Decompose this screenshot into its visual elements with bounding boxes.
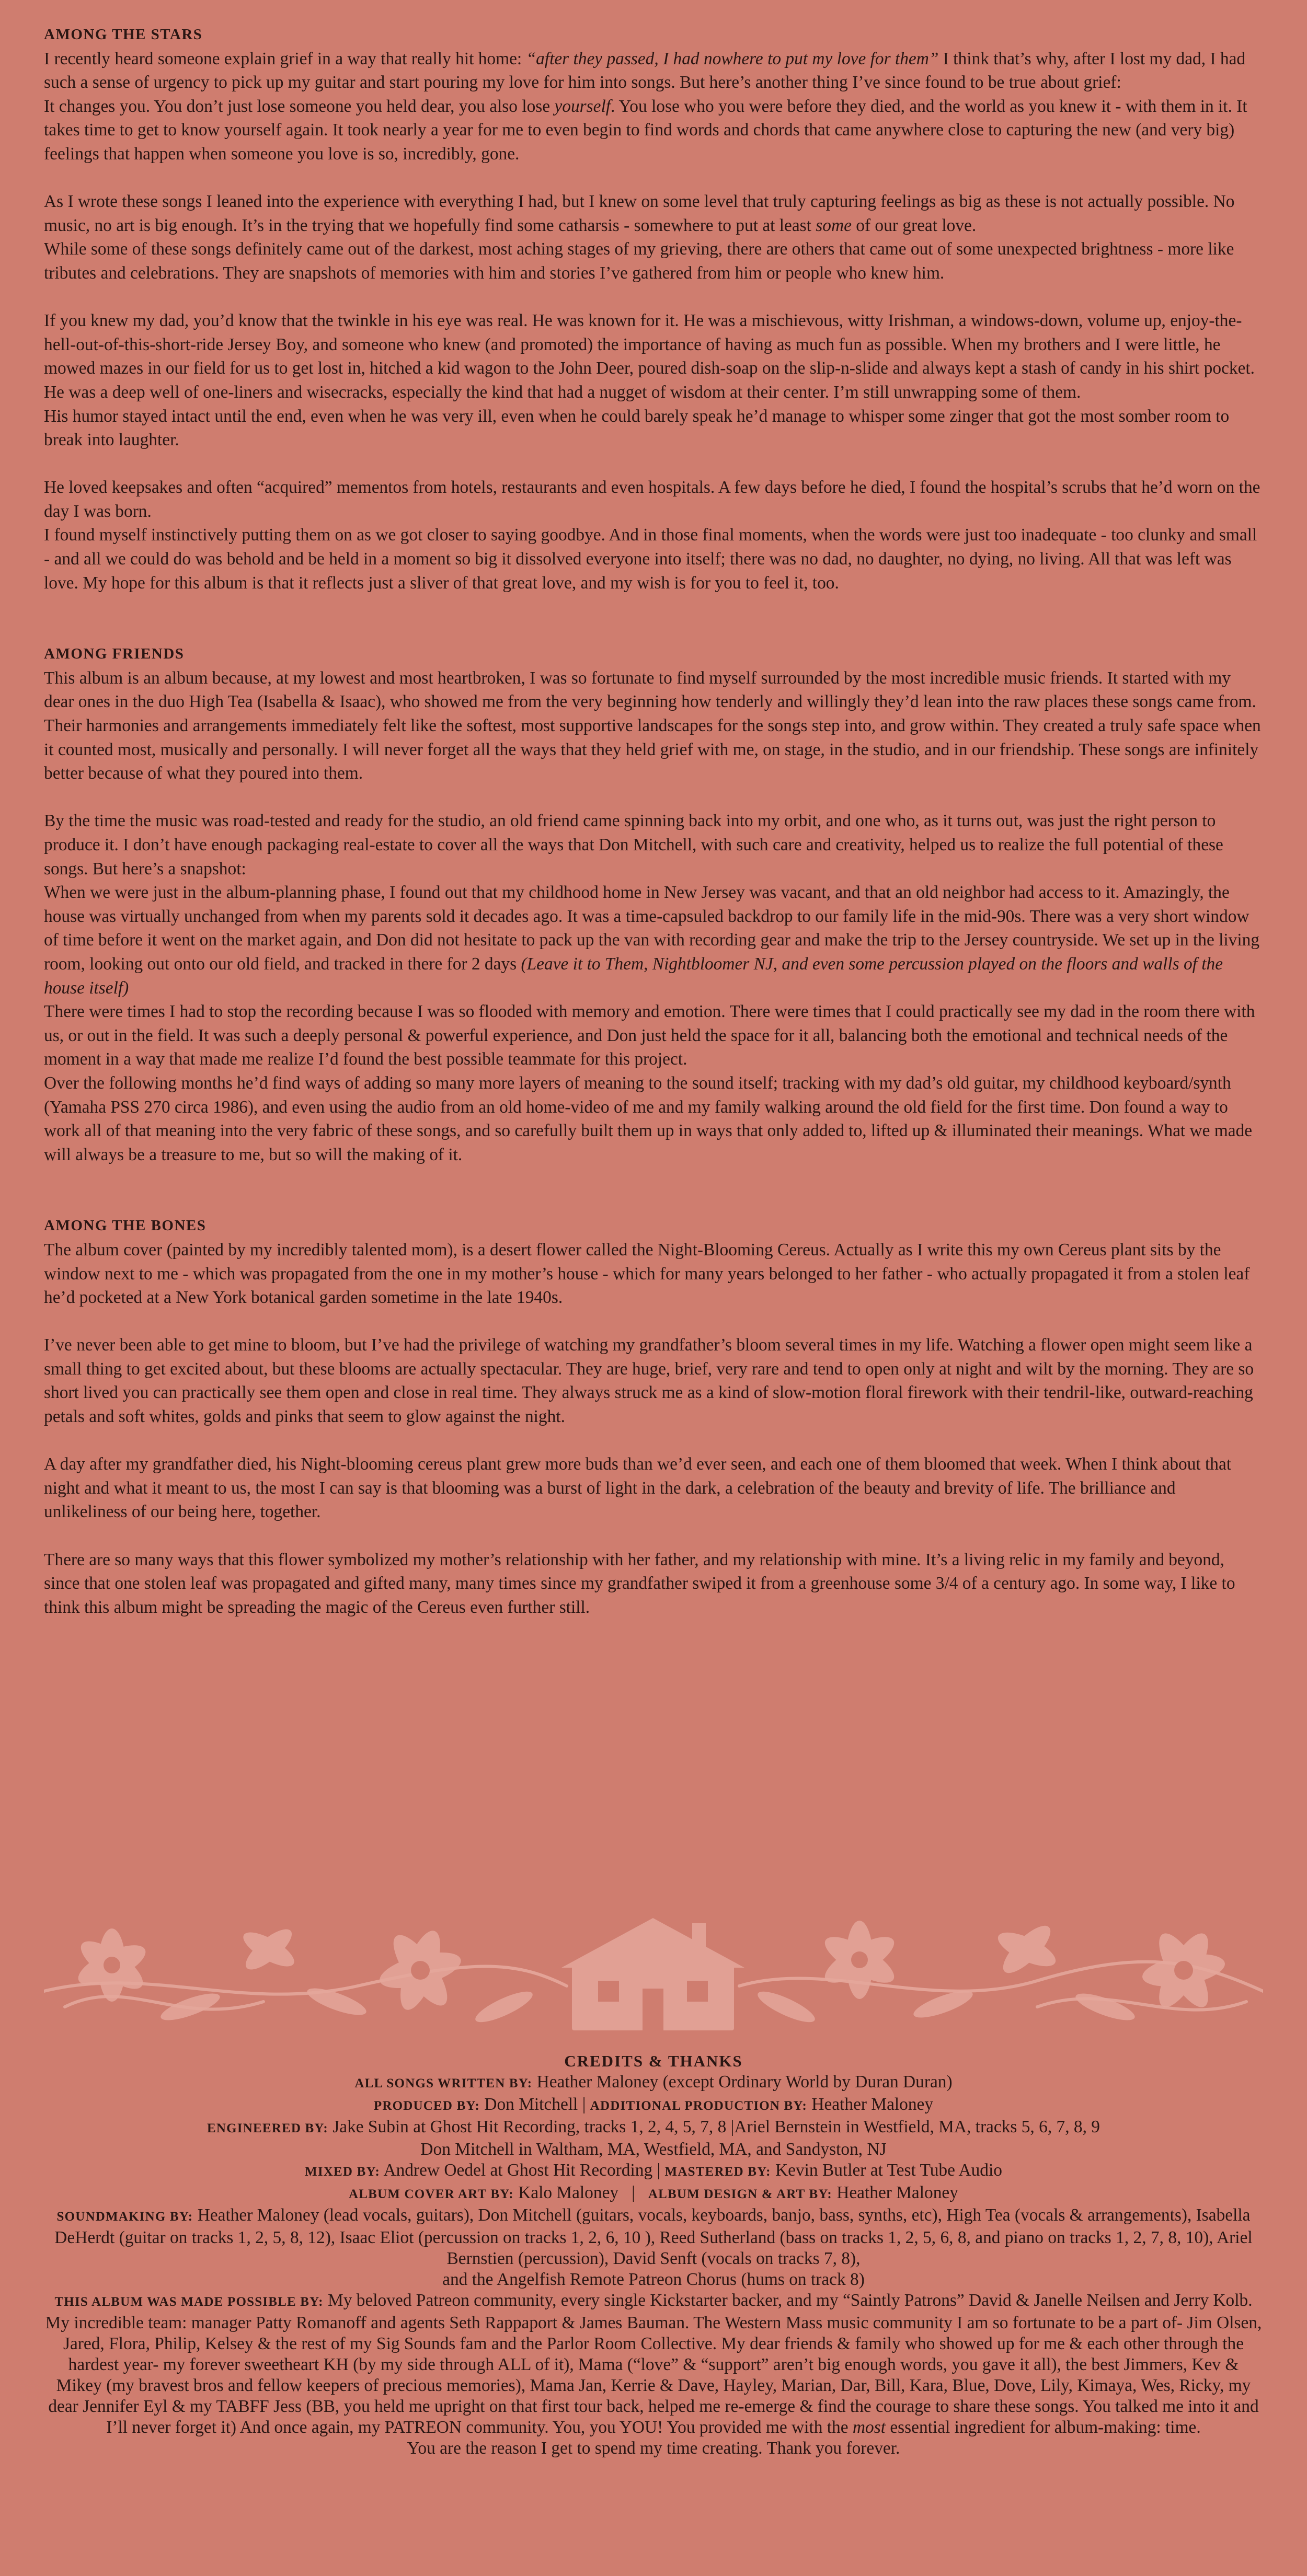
quote-span: “after they passed, I had nowhere to put my love for them”	[526, 49, 939, 68]
credit-value: Kevin Butler at Test Tube Audio	[775, 2161, 1002, 2180]
friends-paragraph-5: Over the following months he’d find ways of adding so many more layers of meaning to the sound itself; tracking with my dad’s old guitar, my childhood keyboard/synth (Yamaha PSS 270 circa 1986), and even using the audio from an old home-video of me and my family walking around the old field for the first time. Don found a way to work all of that meaning into the very fabric of these songs, and so carefully built them up in ways that only added to, lifted up & illuminated their meanings. What we made will always be a treasure to me, but so will the making of it.	[44, 1073, 1253, 1164]
credit-value: Ariel Bernstein in Westfield, MA, tracks 5, 6, 7, 8, 9	[734, 2117, 1100, 2136]
credit-value: Heather Maloney	[836, 2183, 958, 2202]
credit-label: MIXED BY:	[305, 2165, 380, 2179]
credit-value: Heather Maloney (lead vocals, guitars), Don Mitchell (guitars, vocals, keyboards, banjo, bass, synths, etc), High Tea (vocals & arrangements), Isabella DeHerdt (guitar on tracks 1, 2, 5, 8, 12), Isaac Eliot (percussion on tracks 1, 2, 6, 10 ), Reed Sutherland (bass on tracks 1, 2, 5, 6, 8, and piano on tracks 1, 2, 7, 8, 10), Ariel Bernstien (percussion), David Senft (vocals on tracks 7, 8),	[54, 2205, 1253, 2268]
stars-paragraph-6: His humor stayed intact until the end, even when he was very ill, even when he could barely speak he’d manage to whisper some zinger that got the most somber room to break into laughter.	[44, 406, 1230, 450]
credit-label: PRODUCED BY:	[373, 2099, 480, 2113]
credit-produced	[44, 2094, 1263, 2117]
bones-paragraph-2: I’ve never been able to get mine to bloom, but I’ve had the privilege of watching my grandfather’s bloom several times in my life. Watching a flower open might seem like a small thing to get excited about, but these blooms are actually spectacular. They are huge, brief, very rare and tend to open only at night and wilt by the morning. They are so short lived you can practically see them open and close in real time. They always struck me as a kind of slow-motion floral firework with their tendril-like, outward-reaching petals and soft whites, golds and pinks that seem to glow against the night.	[44, 1335, 1254, 1427]
emphasis-span: some	[816, 215, 852, 235]
stars-paragraph-5: If you knew my dad, you’d know that the twinkle in his eye was real. He was known for it. He was a mischievous, witty Irishman, a windows-down, volume up, enjoy-the-hell-out-of-this-short-ride Jersey Boy, and someone who knew (and promoted) the importance of having as much fun as possible. When my brothers and I were little, he mowed mazes in our field for us to get lost in, hitched a kid wagon to the John Deer, poured dish-soap on the slip-n-slide and always kept a stash of candy in his shirt pocket. He was a deep well of one-liners and wisecracks, especially the kind that had a nugget of wisdom at their center. I’m still unwrapping some of them.	[44, 311, 1255, 402]
credit-soundmaking	[44, 2205, 1263, 2269]
bones-paragraph-3: A day after my grandfather died, his Night-blooming cereus plant grew more buds than we’d ever seen, and each one of them bloomed that week. When I think about that night and what it meant to us, the most I can say is that blooming was a burst of light in the dark, a celebration of the beauty and brevity of life. The brilliance and unlikeliness of our being here, together.	[44, 1454, 1232, 1522]
credits-title: CREDITS & THANKS	[564, 2052, 743, 2070]
text-span: . You lose who you were before they died, and the world as you knew it - with them in it. It takes time to get to know yourself again. It took nearly a year for me to even begin to find words and chords that came anywhere close to capturing the new (and very big) feelings that happen when someone you love is so, incredibly, gone.	[44, 96, 1247, 164]
credit-value: Jake Subin at Ghost Hit Recording, tracks 1, 2, 4, 5, 7, 8	[333, 2117, 727, 2136]
thanks-text: My beloved Patreon community, every single Kickstarter backer, and my “Saintly Patrons” David & Janelle Neilsen and Jerry Kolb. My incredible team: manager Patty Romanoff and agents Seth Rappaport & James Bauman. The Western Mass music community I am so fortunate to be a part of- Jim Olsen, Jared, Flora, Philip, Kelsey & the rest of my Sig Sounds fam and the Parlor Room Collective. My dear friends & family who showed up for me & each other through the hardest year- my forever sweetheart KH (by my side through ALL of it), Mama (“love” & “support” aren’t big enough words, you gave it all), the best Jimmers, Kev & Mikey (my bravest bros and fellow keepers of precious memories), Mama Jan, Kerrie & Dave, Hayley, Marian, Dar, Bill, Kara, Blue, Dove, Lily, Kimaya, Wes, Ricky, my dear Jennifer Eyl & my TABFF Jess (BB, you held me upright on that first tour back, helped me re-emerge & find the courage to share these songs. You talked me into it and I’ll never forget it) And once again, my PATREON community. You, you YOU! You provided me with the	[45, 2291, 1262, 2437]
credit-label: MASTERED BY:	[664, 2165, 771, 2179]
credit-engineered	[44, 2117, 1263, 2139]
credit-value: Heather Maloney (except Ordinary World by Duran Duran)	[536, 2072, 953, 2092]
credit-soundmaking-end: and the Angelfish Remote Patreon Chorus (hums on track 8)	[442, 2270, 865, 2289]
thanks-paragraph	[44, 2290, 1263, 2438]
credit-label: ADDITIONAL PRODUCTION BY:	[590, 2099, 807, 2113]
text-span: I recently heard someone explain grief in a way that really hit home:	[44, 49, 526, 68]
section-heading-friends: AMONG FRIENDS	[44, 645, 185, 663]
stars-paragraph-2	[44, 95, 1263, 166]
text-span: of our great love.	[851, 215, 977, 235]
bones-paragraph-4: There are so many ways that this flower symbolized my mother’s relationship with her father, and my relationship with mine. It’s a living relic in my family and beyond, since that one stolen leaf was propagated and gifted many, many times since my grandfather swiped it from a greenhouse some 3/4 of a century ago. In some way, I like to think this album might be spreading the magic of the Cereus even further still.	[44, 1550, 1235, 1617]
section-heading-bones: AMONG THE BONES	[44, 1217, 207, 1234]
separator: |	[632, 2183, 635, 2202]
emphasis-span: most	[852, 2418, 886, 2437]
stars-paragraph-7: He loved keepsakes and often “acquired” mementos from hotels, restaurants and even hospitals. A few days before he died, I found the hospital’s scrubs that he’d worn on the day I was born.	[44, 478, 1260, 521]
separator: |	[730, 2117, 735, 2136]
text-span: It changes you. You don’t just lose someone you held dear, you also lose	[44, 96, 555, 116]
section-heading-stars: AMONG THE STARS	[44, 26, 203, 43]
stars-paragraph-4: While some of these songs definitely came out of the darkest, most aching stages of my grieving, there are others that came out of some unexpected brightness - more like tributes and celebrations. They are snapshots of memories with him and stories I’ve gathered from him or people who knew him.	[44, 239, 1234, 283]
emphasis-span: (Leave it to Them, Nightbloomer NJ, and even some percussion played on the floors and walls of the house itself)	[44, 954, 1223, 998]
credits	[44, 2051, 1263, 2459]
friends-paragraph-2: By the time the music was road-tested and ready for the studio, an old friend came spinning back into my orbit, and one who, as it turns out, was just the right person to produce it. I don’t have enough packaging real-estate to cover all the ways that Don Mitchell, with such care and creativity, helped us to realize the full potential of these songs. But here’s a snapshot:	[44, 811, 1223, 879]
credit-label: THIS ALBUM WAS MADE POSSIBLE BY:	[54, 2295, 324, 2309]
friends-paragraph-1: This album is an album because, at my lowest and most heartbroken, I was so fortunate to find myself surrounded by the most incredible music friends. It started with my dear ones in the duo High Tea (Isabella & Isaac), who showed me from the very beginning how tenderly and willingly they’d lean into the raw places these songs came from. Their harmonies and arrangements immediately felt like the softest, most supportive landscapes for the songs step into, and grow within. They created a truly safe space when it counted most, musically and personally. I will never forget all the ways that they held grief with me, on stage, in the studio, and in our friendship. These songs are infinitely better because of what they poured into them.	[44, 668, 1261, 783]
credit-value: Kalo Maloney	[518, 2183, 619, 2202]
thanks-text: essential ingredient for album-making: time.	[886, 2418, 1201, 2437]
credit-engineered-cont: Don Mitchell in Waltham, MA, Westfield, MA, and Sandyston, NJ	[420, 2140, 887, 2159]
emphasis-span: yourself	[554, 96, 611, 116]
friends-paragraph-3	[44, 881, 1263, 1000]
credit-label: SOUNDMAKING BY:	[56, 2210, 193, 2224]
credit-label: ALBUM DESIGN & ART BY:	[648, 2187, 832, 2201]
credit-value: Don Mitchell	[484, 2095, 578, 2114]
text-span: When we were just in the album-planning phase, I found out that my childhood home in New Jersey was vacant, and that an old neighbor had access to it. Amazingly, the house was virtually unchanged from when my parents sold it decades ago. It was a time-capsuled backdrop to our family life in the mid-90s. There was a very short window of time before it went on the market again, and Don did not hesitate to pack up the van with recording gear and make the trip to the Jersey countryside. We set up in the living room, looking out onto our old field, and tracked in there for 2 days	[44, 883, 1260, 974]
credit-label: ENGINEERED BY:	[207, 2121, 328, 2135]
floral-house-illustration	[44, 1902, 1263, 2033]
credit-mixed	[44, 2160, 1263, 2182]
bones-paragraph-1: The album cover (painted by my incredibly talented mom), is a desert flower called the Night-Blooming Cereus. Actually as I write this my own Cereus plant sits by the window next to me - which was propagated from the one in my mother’s house - which for many years belonged to her father - who actually propagated it from a stolen leaf he’d pocketed at a New York botanical garden sometime in the late 1940s.	[44, 1240, 1250, 1308]
stars-paragraph-8: I found myself instinctively putting them on as we got closer to saying goodbye. And in those final moments, when the words were just too inadequate - too clunky and small - and all we could do was behold and be held in a moment so big it dissolved everyone into itself; there was no dad, no daughter, no dying, no living. All that was left was love. My hope for this album is that it reflects just a sliver of that great love, and my wish is for you to feel it, too.	[44, 525, 1257, 593]
stars-paragraph-1	[44, 47, 1263, 95]
credit-written	[44, 2072, 1263, 2094]
stars-paragraph-3	[44, 190, 1263, 237]
separator: |	[657, 2161, 661, 2180]
credit-label: ALL SONGS WRITTEN BY:	[354, 2076, 533, 2090]
essay	[44, 23, 1263, 1619]
credit-label: ALBUM COVER ART BY:	[349, 2187, 514, 2201]
separator: |	[582, 2095, 586, 2114]
text-span: I think that’s why, after I lost my dad, I had such a sense of urgency to pick up my guitar and start pouring my love for him into songs. But here’s another thing I’ve since found to be true about grief:	[44, 49, 1246, 93]
text-span: As I wrote these songs I leaned into the experience with everything I had, but I knew on some level that truly capturing feelings as big as these is not actually possible. No music, no art is big enough. It’s in the trying that we hopefully find some catharsis - somewhere to put at least	[44, 192, 1235, 235]
credit-value: Andrew Oedel at Ghost Hit Recording	[383, 2161, 653, 2180]
credit-value: Heather Maloney	[811, 2095, 934, 2114]
closing-line: You are the reason I get to spend my time creating. Thank you forever.	[407, 2439, 900, 2458]
credit-art	[44, 2182, 1263, 2205]
friends-paragraph-4: There were times I had to stop the recording because I was so flooded with memory and emotion. There were times that I could practically see my dad in the room there with us, or out in the field. It was such a deeply personal & powerful experience, and Don just held the space for it all, balancing both the emotional and technical needs of the moment in a way that made me realize I’d found the best possible teammate for this project.	[44, 1002, 1255, 1069]
